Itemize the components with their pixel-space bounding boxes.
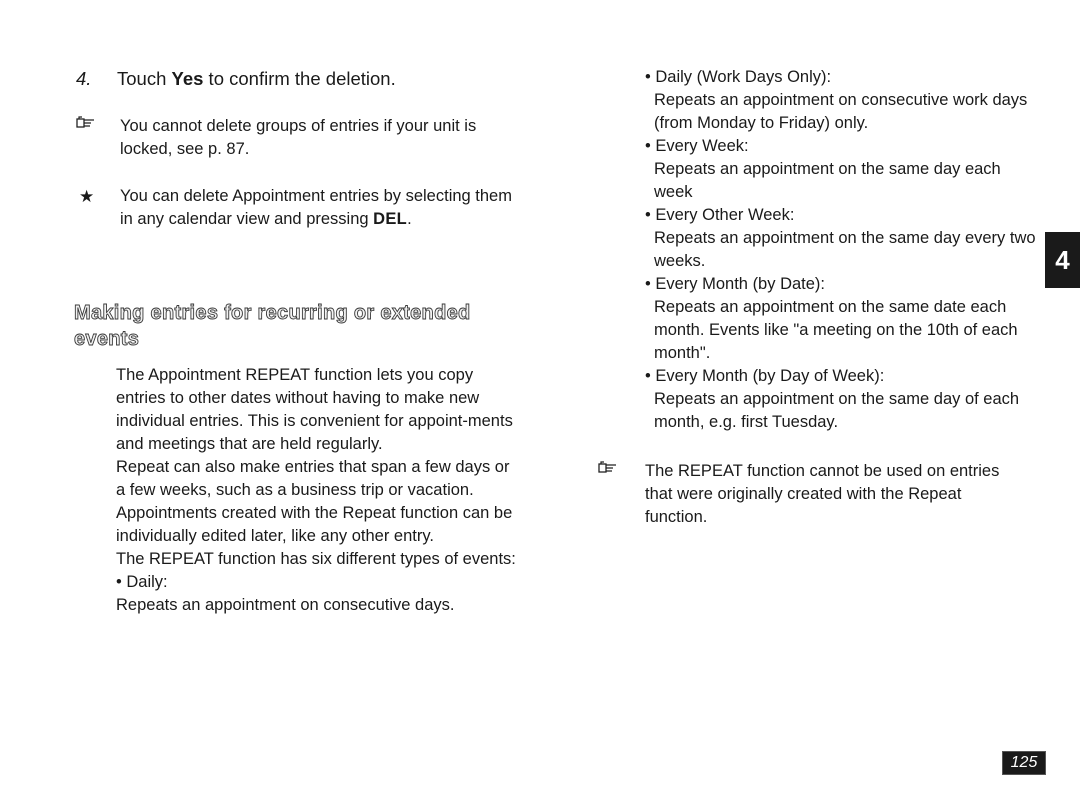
type-title: • Daily: bbox=[116, 573, 168, 591]
star-icon: ★ bbox=[79, 187, 95, 206]
type-desc: Repeats an appointment on the same day of each month, e.g. first Tuesday. bbox=[654, 390, 1020, 431]
intro-para-4: The REPEAT function has six different types of events: bbox=[116, 550, 516, 568]
type-title: • Every Other Week: bbox=[645, 206, 795, 224]
type-title: • Every Month (by Day of Week): bbox=[645, 367, 885, 385]
type-title: • Every Month (by Date): bbox=[645, 275, 826, 293]
tip-prefix: You can delete Appointment entries by selecting them in any calendar view and pressing bbox=[120, 187, 512, 228]
tip-suffix: . bbox=[407, 210, 412, 228]
intro-para-2: Repeat can also make entries that span a few days or a few weeks, such as a business trip or vacation. bbox=[116, 458, 510, 499]
type-desc: Repeats an appointment on the same day each week bbox=[654, 160, 1001, 201]
step-4 bbox=[76, 66, 396, 92]
pointing-hand-icon bbox=[76, 115, 116, 134]
step-suffix: to confirm the deletion. bbox=[203, 68, 396, 89]
pointing-hand-icon bbox=[598, 460, 638, 479]
locked-note bbox=[76, 115, 516, 161]
intro-para-1: The Appointment REPEAT function lets you copy entries to other dates without having to make new individual entries. This is convenient for appoint-ments and meetings that are held regularly. bbox=[116, 366, 513, 453]
step-prefix: Touch bbox=[117, 68, 172, 89]
type-desc: Repeats an appointment on the same date each month. Events like "a meeting on the 10th of each month". bbox=[654, 298, 1018, 362]
tip-key: DEL bbox=[373, 210, 408, 228]
step-keyword: Yes bbox=[171, 68, 204, 89]
delete-tip-text bbox=[120, 185, 516, 231]
left-column bbox=[116, 364, 516, 617]
section-heading: Making entries for recurring or extended events bbox=[74, 302, 471, 350]
type-desc: Repeats an appointment on consecutive days. bbox=[116, 596, 455, 614]
locked-note-text: You cannot delete groups of entries if your unit is locked, see p. 87. bbox=[120, 117, 477, 158]
repeat-note bbox=[598, 460, 1018, 529]
step-number: 4. bbox=[76, 68, 92, 89]
right-column bbox=[645, 66, 1040, 434]
type-title: • Every Week: bbox=[645, 137, 749, 155]
repeat-note-text: The REPEAT function cannot be used on entries that were originally created with the Repeat function. bbox=[645, 462, 1000, 526]
intro-para-3: Appointments created with the Repeat function can be individually edited later, like any other entry. bbox=[116, 504, 513, 545]
chapter-tab: 4 bbox=[1045, 232, 1080, 288]
type-desc: Repeats an appointment on the same day every two weeks. bbox=[654, 229, 1036, 270]
page-number: 125 bbox=[1002, 751, 1046, 775]
delete-tip bbox=[76, 185, 516, 231]
type-desc: Repeats an appointment on consecutive work days (from Monday to Friday) only. bbox=[654, 91, 1028, 132]
type-title: • Daily (Work Days Only): bbox=[645, 68, 832, 86]
